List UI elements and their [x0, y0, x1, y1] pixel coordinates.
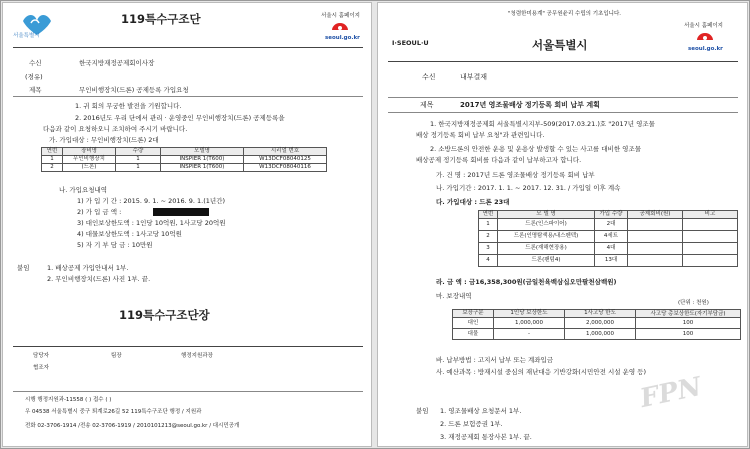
left-signature-label-2: 팀장: [111, 353, 122, 359]
right-section-na: 나. 가입기간 : 2017. 1. 1. ~ 2017. 12. 31. / 가입일 이후 계속: [436, 184, 621, 192]
right-homepage-logo-icon: [694, 31, 716, 45]
table-cell: 드론(인스파이어): [498, 219, 595, 231]
left-homepage-logo-icon: [329, 21, 351, 35]
table-row: [453, 329, 741, 340]
table-cell: INSPIER 1(T600): [161, 164, 244, 172]
right-attach-3: 3. 재정공제회 통장사본 1부. 끝.: [440, 433, 532, 441]
left-cooperator-label: 협조자: [33, 365, 49, 371]
table-cell: 1: [42, 156, 63, 164]
left-header-title: 119특수구조단: [121, 12, 201, 26]
table-header-cell: 모 델 명: [498, 211, 595, 219]
right-attach-2: 2. 드론 보험증권 1부.: [440, 420, 503, 428]
right-recipient-label: 수신: [422, 73, 436, 81]
left-item-5: 5) 자 기 부 담 금 : 10만원: [77, 241, 153, 249]
table-cell: 대인: [453, 318, 494, 329]
left-item-3: 3) 대인보상한도액 : 1인당 10억원, 1사고당 20억원: [77, 219, 226, 227]
table-cell: [683, 219, 738, 231]
right-section-ma: 마. 보장내역: [436, 292, 472, 300]
table-cell: 2,000,000: [565, 318, 636, 329]
table-cell: [683, 231, 738, 243]
right-homepage-url: seoul.go.kr: [688, 46, 723, 52]
table-header-cell: 모델명: [161, 148, 244, 156]
right-section-ga: 가. 건 명 : 2017년 드론 영조물배상 정기등록 회비 납부: [436, 171, 595, 179]
table-header-cell: 연번: [42, 148, 63, 156]
table-header-cell: 사고당 총보상한도(자기부담금): [636, 310, 741, 318]
table-cell: (드론): [63, 164, 116, 172]
redaction-mask: [153, 208, 209, 216]
left-paragraph-2a: 2. 2016년도 우리 단에서 관리 · 운영중인 무인비행장치(드론) 공제등록을: [75, 114, 285, 122]
left-paragraph-1: 1. 귀 회의 무궁한 발전을 기원합니다.: [75, 102, 182, 110]
right-paragraph-2b: 배상공제 정기등록 회비를 다음과 같이 납부하고자 합니다.: [416, 156, 582, 164]
right-recipient: 내부결재: [460, 73, 488, 81]
left-item-1: 1) 가 입 기 간 : 2015. 9. 1. ~ 2016. 9. 1.(1년간): [77, 197, 226, 205]
table-cell: 4: [479, 255, 498, 267]
left-homepage-url: seoul.go.kr: [325, 35, 360, 41]
table-header-cell: 1사고당 한도: [565, 310, 636, 318]
right-target-table: [478, 210, 738, 267]
right-section-sa: 사. 예산과목 : 방재시설 중심의 재난대응 기반강화(시민안전 시설 운영 등): [436, 368, 647, 376]
table-cell: 드론(인명탐색용/내스펜텍): [498, 231, 595, 243]
table-header-row: [479, 211, 738, 219]
right-header-title: 서울특별시: [532, 38, 588, 52]
right-document-page: [377, 2, 748, 447]
table-cell: 1,000,000: [494, 318, 565, 329]
left-section-ga: 가. 가입대상 : 무인비행장치(드론) 2대: [49, 136, 159, 144]
left-signature-label-1: 담당자: [33, 353, 49, 359]
left-logo-caption: 서울특별시: [13, 33, 40, 39]
left-subject: 무인비행장치(드론) 공제등록 가입요청: [79, 86, 189, 94]
table-header-cell: 시리얼 번호: [244, 148, 327, 156]
table-header-cell: 1인당 보상한도: [494, 310, 565, 318]
table-cell: [628, 231, 683, 243]
left-footer-line-1: 시행 행정지원과-11558 ( ) 접수 ( ): [25, 397, 112, 403]
table-header-cell: 보장구분: [453, 310, 494, 318]
right-top-slogan: "청렴한미용계" 공무원윤리 수립의 기초입니다.: [508, 11, 622, 17]
left-signature-label-3: 행정지원과장: [181, 353, 213, 359]
right-coverage-table: [452, 309, 741, 340]
right-attach-label: 붙임: [416, 407, 429, 415]
right-section-da: 다. 가입대상 : 드론 23대: [436, 198, 510, 206]
table-cell: 무인비행장치: [63, 156, 116, 164]
right-section-ba: 바. 납부방법 : 고지서 납부 또는 계좌입금: [436, 356, 554, 364]
table-cell: 2: [42, 164, 63, 172]
left-attach-2: 2. 무인비행장치(드론) 사진 1부. 끝.: [47, 275, 151, 283]
table-row: [453, 318, 741, 329]
table-cell: 4대: [595, 243, 628, 255]
table-cell: 2대: [595, 219, 628, 231]
right-subject-label: 제목: [420, 101, 434, 109]
table-cell: 100: [636, 329, 741, 340]
right-section-ra: 라. 금 액 : 금16,358,300원(금일천육백삼십오만팔천삼백원): [436, 278, 617, 286]
table-cell: 1,000,000: [565, 329, 636, 340]
left-footer-line-2: 우 04538 서울특별시 중구 퇴계로26길 52 119특수구조단 행정 / 지원과: [25, 409, 202, 415]
left-paragraph-2b: 다음과 같이 요청하오니 조치하여 주시기 바랍니다.: [43, 125, 188, 133]
table-header-cell: 비고: [683, 211, 738, 219]
table-cell: 대물: [453, 329, 494, 340]
table-cell: [628, 255, 683, 267]
table-row: [479, 243, 738, 255]
table-cell: 4세트: [595, 231, 628, 243]
table-header-cell: 공제회비(원): [628, 211, 683, 219]
left-subject-label: 제목: [29, 86, 42, 94]
left-issuer-title: 119특수구조단장: [119, 308, 210, 322]
table-header-cell: 가입 수량: [595, 211, 628, 219]
table-cell: 1: [479, 219, 498, 231]
left-document-page: [2, 2, 372, 447]
fpn-watermark: FPN: [637, 371, 705, 415]
right-homepage-label: 서울시 홈페이지: [684, 23, 723, 29]
left-homepage-label: 서울시 홈페이지: [321, 13, 360, 19]
table-cell: 드론(팬텀4): [498, 255, 595, 267]
left-equipment-table: [41, 147, 327, 172]
table-cell: INSPIER 1(T600): [161, 156, 244, 164]
table-cell: [683, 255, 738, 267]
table-header-cell: 수량: [116, 148, 161, 156]
right-paragraph-1b: 배상 정기등록 회비 납부 요청"과 관련입니다.: [416, 131, 545, 139]
table-cell: 3: [479, 243, 498, 255]
left-item-2: 2) 가 입 금 액 :: [77, 208, 122, 216]
table-row: [42, 164, 327, 172]
table-row: [42, 156, 327, 164]
table-row: [479, 231, 738, 243]
left-attach-label: 붙임: [17, 264, 30, 272]
table-header-cell: 연번: [479, 211, 498, 219]
table-cell: [628, 219, 683, 231]
table-header-cell: 장비명: [63, 148, 116, 156]
table-cell: 1: [116, 156, 161, 164]
right-brand: I·SEOUL·U: [392, 39, 429, 47]
left-attach-1: 1. 배상공제 가입안내서 1부.: [47, 264, 129, 272]
right-unit-label: (단위 : 천원): [678, 300, 709, 306]
table-header-row: [42, 148, 327, 156]
table-cell: 13대: [595, 255, 628, 267]
table-cell: [628, 243, 683, 255]
left-recipient: 한국지방재정공제회이사장: [79, 59, 155, 67]
table-cell: 2: [479, 231, 498, 243]
left-via-label: (경유): [25, 73, 43, 81]
table-cell: W13DCF08040125: [244, 156, 327, 164]
table-cell: 1: [116, 164, 161, 172]
right-paragraph-1a: 1. 한국지방재정공제회 서울특별시지부-509(2017.03.21.)호 "2017년 영조물: [430, 120, 655, 128]
left-recipient-label: 수신: [29, 59, 42, 67]
table-cell: W13DCF08040116: [244, 164, 327, 172]
table-cell: [683, 243, 738, 255]
table-cell: -: [494, 329, 565, 340]
table-cell: 100: [636, 318, 741, 329]
table-row: [479, 255, 738, 267]
right-attach-1: 1. 영조물배상 요청문서 1부.: [440, 407, 522, 415]
right-subject: 2017년 영조물배상 정기등록 회비 납부 계획: [460, 101, 600, 109]
left-section-na: 나. 가입요청내역: [59, 186, 108, 194]
left-item-4: 4) 대물보상한도액 : 1사고당 10억원: [77, 230, 182, 238]
table-row: [479, 219, 738, 231]
table-header-row: [453, 310, 741, 318]
right-paragraph-2a: 2. 소방드론의 안전한 운용 및 운용상 발생할 수 있는 사고를 대비한 영조물: [430, 145, 642, 153]
left-footer-line-3: 전화 02-3706-1914 /전송 02-3706-1919 / 2010101213@seoul.go.kr / 대시민공개: [25, 423, 240, 429]
table-cell: 드론(재해현장용): [498, 243, 595, 255]
